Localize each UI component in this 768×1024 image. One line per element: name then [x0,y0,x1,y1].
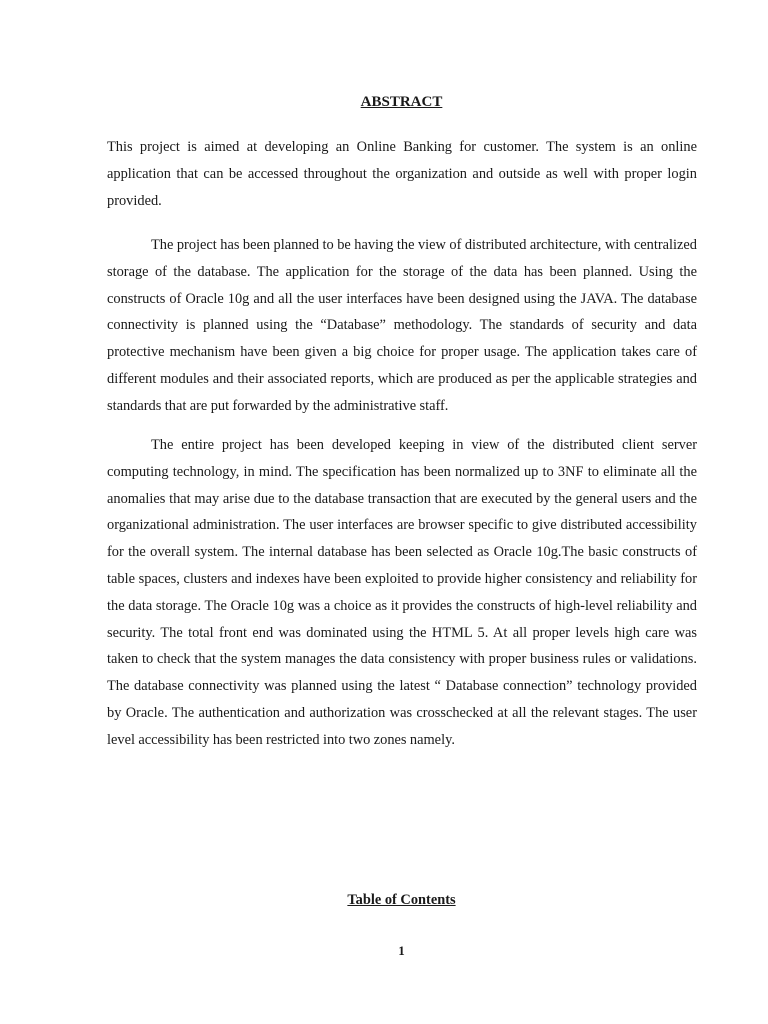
page-number: 1 [398,943,405,958]
abstract-paragraph-2: The project has been planned to be having the view of distributed architecture, with centralized storage of the database. The application for the storage of the data has been planned. Using the constructs of Oracle 10g and all the user interfaces have been designed using the JAVA. The database connectivity is planned using the “Database” methodology. The standards of security and data protective mechanism have been given a big choice for proper usage. The application takes care of different modules and their associated reports, which are produced as per the applicable strategies and standards that are put forwarded by the administrative staff. [107,237,697,414]
abstract-title: ABSTRACT [360,94,443,110]
abstract-paragraph-3: The entire project has been developed keeping in view of the distributed client server computing technology, in mind. The specification has been normalized up to 3NF to eliminate all the anomalies that may arise due to the database transaction that are executed by the general users and the organizational administration. The user interfaces are browser specific to give distributed accessibility for the overall system. The internal database has been selected as Oracle 10g.The basic constructs of table spaces, clusters and indexes have been exploited to provide higher consistency and reliability for the data storage. The Oracle 10g was a choice as it provides the constructs of high-level reliability and security. The total front end was dominated using the HTML 5. At all proper levels high care was taken to check that the system manages the data consistency with proper business rules or validations. The database connectivity was planned using the latest “ Database connection” technology provided by Oracle. The authentication and authorization was crosschecked at all the relevant stages. The user level accessibility has been restricted into two zones namely. [107,437,697,748]
table-of-contents-heading: Table of Contents [347,892,456,908]
abstract-paragraph-1: This project is aimed at developing an Online Banking for customer. The system is an online application that can be accessed throughout the organization and outside as well with proper login provided. [107,139,697,209]
